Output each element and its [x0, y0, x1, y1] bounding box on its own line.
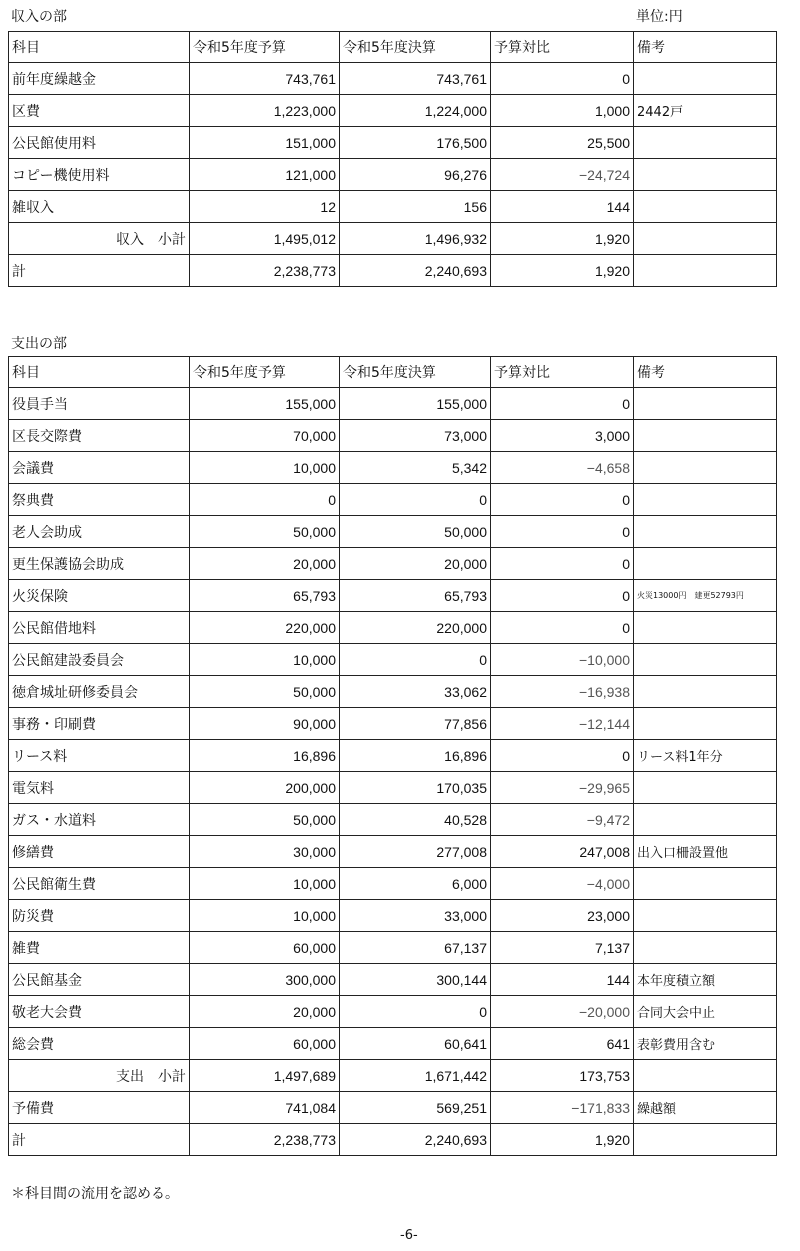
item-cell: 徳倉城址研修委員会	[9, 676, 190, 708]
table-row	[9, 868, 777, 900]
income-table	[8, 31, 777, 287]
budget-cell: 65,793	[190, 580, 340, 612]
column-header: 科目	[9, 357, 190, 388]
item-cell: 更生保護協会助成	[9, 548, 190, 580]
diff-cell: 1,920	[491, 223, 634, 255]
actual-cell: 16,896	[340, 740, 491, 772]
table-row	[9, 580, 777, 612]
note-cell	[634, 159, 777, 191]
budget-cell: 300,000	[190, 964, 340, 996]
table-row	[9, 644, 777, 676]
actual-cell: 1,671,442	[340, 1060, 491, 1092]
budget-cell: 50,000	[190, 804, 340, 836]
table-row	[9, 127, 777, 159]
column-header: 令和5年度予算	[190, 32, 340, 63]
item-cell: リース料	[9, 740, 190, 772]
budget-cell: 0	[190, 484, 340, 516]
actual-cell: 277,008	[340, 836, 491, 868]
table-row	[9, 964, 777, 996]
note-cell	[634, 484, 777, 516]
actual-cell: 170,035	[340, 772, 491, 804]
column-header: 備考	[634, 32, 777, 63]
note-cell	[634, 868, 777, 900]
item-cell: 公民館衛生費	[9, 868, 190, 900]
budget-cell: 70,000	[190, 420, 340, 452]
note-cell	[634, 452, 777, 484]
item-cell: 公民館基金	[9, 964, 190, 996]
actual-cell: 1,224,000	[340, 95, 491, 127]
diff-cell: 144	[491, 191, 634, 223]
note-cell	[634, 1060, 777, 1092]
table-row	[9, 63, 777, 95]
budget-cell: 1,223,000	[190, 95, 340, 127]
table-row	[9, 900, 777, 932]
note-cell	[634, 63, 777, 95]
table-row	[9, 95, 777, 127]
diff-cell: −16,938	[491, 676, 634, 708]
budget-cell: 121,000	[190, 159, 340, 191]
note-cell	[634, 644, 777, 676]
item-cell: 敬老大会費	[9, 996, 190, 1028]
item-cell: 区費	[9, 95, 190, 127]
diff-cell: −9,472	[491, 804, 634, 836]
actual-cell: 60,641	[340, 1028, 491, 1060]
diff-cell: 0	[491, 388, 634, 420]
actual-cell: 569,251	[340, 1092, 491, 1124]
budget-cell: 1,497,689	[190, 1060, 340, 1092]
note-cell	[634, 255, 777, 287]
budget-cell: 50,000	[190, 516, 340, 548]
item-cell: 祭典費	[9, 484, 190, 516]
budget-cell: 30,000	[190, 836, 340, 868]
note-cell	[634, 708, 777, 740]
item-cell: 予備費	[9, 1092, 190, 1124]
budget-cell: 2,238,773	[190, 255, 340, 287]
budget-cell: 1,495,012	[190, 223, 340, 255]
budget-cell: 151,000	[190, 127, 340, 159]
item-cell: 支出 小計	[9, 1060, 190, 1092]
diff-cell: −24,724	[491, 159, 634, 191]
note-cell	[634, 516, 777, 548]
diff-cell: 3,000	[491, 420, 634, 452]
table-row	[9, 548, 777, 580]
item-cell: 区長交際費	[9, 420, 190, 452]
expense-section-title: 支出の部	[11, 336, 67, 352]
actual-cell: 220,000	[340, 612, 491, 644]
table-row	[9, 612, 777, 644]
actual-cell: 65,793	[340, 580, 491, 612]
item-cell: 修繕費	[9, 836, 190, 868]
budget-cell: 10,000	[190, 868, 340, 900]
budget-cell: 220,000	[190, 612, 340, 644]
budget-cell: 16,896	[190, 740, 340, 772]
diff-cell: 0	[491, 580, 634, 612]
note-cell	[634, 388, 777, 420]
item-cell: 雑収入	[9, 191, 190, 223]
diff-cell: 0	[491, 63, 634, 95]
note-cell	[634, 612, 777, 644]
note-cell	[634, 1124, 777, 1156]
income-section-title: 収入の部	[11, 9, 67, 25]
expense-table	[8, 356, 777, 1156]
table-row	[9, 1092, 777, 1124]
budget-cell: 50,000	[190, 676, 340, 708]
table-row	[9, 1124, 777, 1156]
actual-cell: 33,062	[340, 676, 491, 708]
item-cell: 総会費	[9, 1028, 190, 1060]
item-cell: 役員手当	[9, 388, 190, 420]
subtotal-row	[9, 1060, 777, 1092]
diff-cell: −29,965	[491, 772, 634, 804]
budget-cell: 200,000	[190, 772, 340, 804]
budget-cell: 155,000	[190, 388, 340, 420]
note-cell	[634, 772, 777, 804]
column-header: 令和5年度決算	[340, 32, 491, 63]
note-cell	[634, 932, 777, 964]
diff-cell: 641	[491, 1028, 634, 1060]
actual-cell: 6,000	[340, 868, 491, 900]
table-row	[9, 1028, 777, 1060]
budget-cell: 60,000	[190, 932, 340, 964]
diff-cell: −4,000	[491, 868, 634, 900]
note-cell: 本年度積立額	[634, 964, 777, 996]
item-cell: 計	[9, 255, 190, 287]
budget-cell: 60,000	[190, 1028, 340, 1060]
budget-cell: 20,000	[190, 996, 340, 1028]
item-cell: 計	[9, 1124, 190, 1156]
diff-cell: −12,144	[491, 708, 634, 740]
actual-cell: 743,761	[340, 63, 491, 95]
note-cell	[634, 127, 777, 159]
note-cell: 表彰費用含む	[634, 1028, 777, 1060]
column-header: 令和5年度決算	[340, 357, 491, 388]
table-row	[9, 191, 777, 223]
diff-cell: 173,753	[491, 1060, 634, 1092]
budget-cell: 20,000	[190, 548, 340, 580]
actual-cell: 5,342	[340, 452, 491, 484]
diff-cell: 247,008	[491, 836, 634, 868]
item-cell: 雑費	[9, 932, 190, 964]
actual-cell: 156	[340, 191, 491, 223]
note-cell	[634, 548, 777, 580]
note-cell	[634, 900, 777, 932]
actual-cell: 73,000	[340, 420, 491, 452]
diff-cell: 1,920	[491, 1124, 634, 1156]
diff-cell: 0	[491, 548, 634, 580]
unit-label: 単位:円	[636, 9, 683, 25]
item-cell: 公民館使用料	[9, 127, 190, 159]
item-cell: 公民館借地料	[9, 612, 190, 644]
diff-cell: 0	[491, 516, 634, 548]
actual-cell: 50,000	[340, 516, 491, 548]
note-cell: 合同大会中止	[634, 996, 777, 1028]
column-header: 令和5年度予算	[190, 357, 340, 388]
diff-cell: −171,833	[491, 1092, 634, 1124]
diff-cell: −10,000	[491, 644, 634, 676]
note-cell: 繰越額	[634, 1092, 777, 1124]
diff-cell: 1,920	[491, 255, 634, 287]
diff-cell: 1,000	[491, 95, 634, 127]
actual-cell: 77,856	[340, 708, 491, 740]
budget-cell: 2,238,773	[190, 1124, 340, 1156]
note-cell	[634, 191, 777, 223]
diff-cell: 7,137	[491, 932, 634, 964]
diff-cell: 25,500	[491, 127, 634, 159]
note-cell: 2442戸	[634, 95, 777, 127]
table-header-row	[9, 357, 777, 388]
table-row	[9, 772, 777, 804]
actual-cell: 40,528	[340, 804, 491, 836]
actual-cell: 20,000	[340, 548, 491, 580]
actual-cell: 1,496,932	[340, 223, 491, 255]
note-cell	[634, 804, 777, 836]
table-row	[9, 804, 777, 836]
note-cell: 火災13000円 建更52793円	[634, 580, 777, 612]
footnote: ＊科目間の流用を認める。	[11, 1186, 179, 1202]
item-cell: 事務・印刷費	[9, 708, 190, 740]
item-cell: ガス・水道料	[9, 804, 190, 836]
budget-cell: 10,000	[190, 900, 340, 932]
item-cell: コピー機使用料	[9, 159, 190, 191]
note-cell	[634, 223, 777, 255]
actual-cell: 176,500	[340, 127, 491, 159]
table-row	[9, 932, 777, 964]
budget-cell: 90,000	[190, 708, 340, 740]
actual-cell: 2,240,693	[340, 1124, 491, 1156]
budget-cell: 10,000	[190, 452, 340, 484]
actual-cell: 0	[340, 484, 491, 516]
note-cell: リース料1年分	[634, 740, 777, 772]
table-row	[9, 676, 777, 708]
column-header: 予算対比	[491, 32, 634, 63]
table-row	[9, 516, 777, 548]
diff-cell: −20,000	[491, 996, 634, 1028]
item-cell: 公民館建設委員会	[9, 644, 190, 676]
page-number: -6-	[400, 1228, 418, 1243]
budget-cell: 12	[190, 191, 340, 223]
table-row	[9, 452, 777, 484]
diff-cell: 0	[491, 484, 634, 516]
table-header-row	[9, 32, 777, 63]
budget-cell: 741,084	[190, 1092, 340, 1124]
actual-cell: 155,000	[340, 388, 491, 420]
table-row	[9, 836, 777, 868]
item-cell: 収入 小計	[9, 223, 190, 255]
table-row	[9, 708, 777, 740]
column-header: 備考	[634, 357, 777, 388]
diff-cell: 0	[491, 740, 634, 772]
note-cell	[634, 676, 777, 708]
item-cell: 防災費	[9, 900, 190, 932]
actual-cell: 67,137	[340, 932, 491, 964]
table-row	[9, 420, 777, 452]
table-row	[9, 159, 777, 191]
actual-cell: 33,000	[340, 900, 491, 932]
item-cell: 火災保険	[9, 580, 190, 612]
item-cell: 電気料	[9, 772, 190, 804]
diff-cell: 23,000	[491, 900, 634, 932]
table-row	[9, 255, 777, 287]
diff-cell: −4,658	[491, 452, 634, 484]
item-cell: 会議費	[9, 452, 190, 484]
item-cell: 老人会助成	[9, 516, 190, 548]
actual-cell: 0	[340, 644, 491, 676]
diff-cell: 144	[491, 964, 634, 996]
table-row	[9, 996, 777, 1028]
note-cell: 出入口柵設置他	[634, 836, 777, 868]
actual-cell: 96,276	[340, 159, 491, 191]
diff-cell: 0	[491, 612, 634, 644]
column-header: 予算対比	[491, 357, 634, 388]
table-row	[9, 740, 777, 772]
actual-cell: 0	[340, 996, 491, 1028]
table-row	[9, 484, 777, 516]
budget-cell: 743,761	[190, 63, 340, 95]
subtotal-row	[9, 223, 777, 255]
table-row	[9, 388, 777, 420]
actual-cell: 300,144	[340, 964, 491, 996]
actual-cell: 2,240,693	[340, 255, 491, 287]
column-header: 科目	[9, 32, 190, 63]
item-cell: 前年度繰越金	[9, 63, 190, 95]
budget-cell: 10,000	[190, 644, 340, 676]
note-cell	[634, 420, 777, 452]
